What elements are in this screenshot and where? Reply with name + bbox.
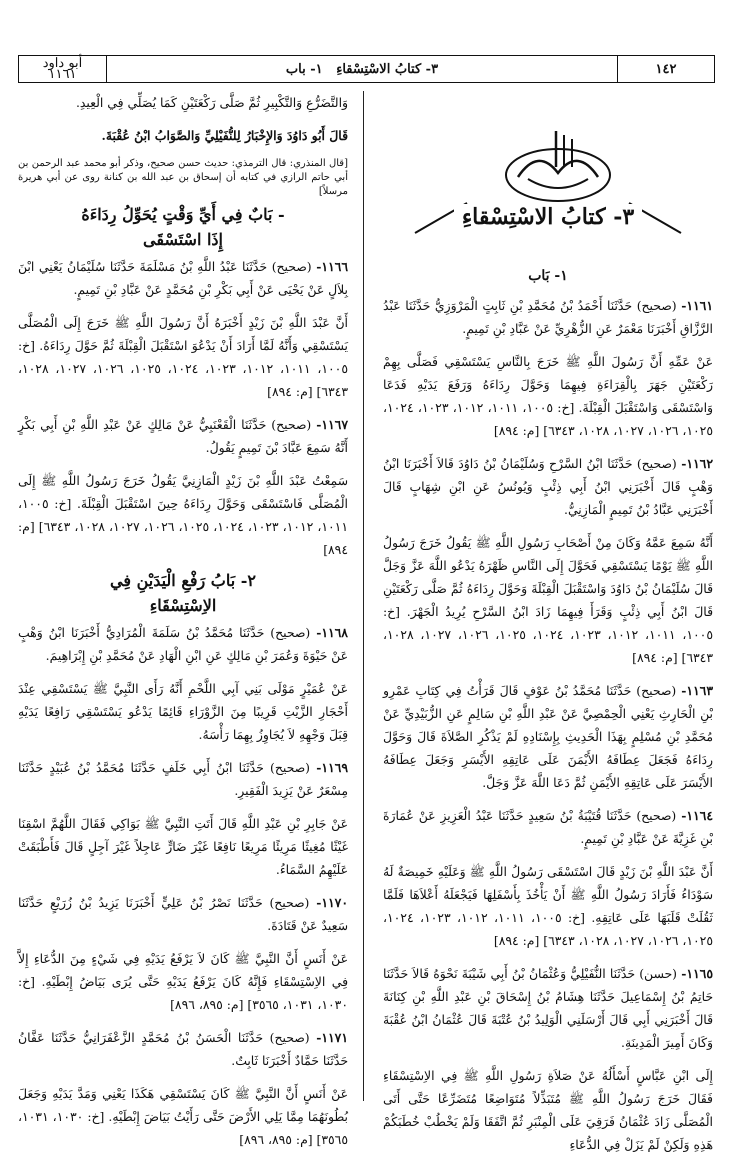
header-title-chapter: ١- باب <box>285 61 323 77</box>
book-title-banner <box>383 169 713 264</box>
hadith-text: حَدَّثَنَا عَبْدُ اللَّهِ بْنُ مَسْلَمَةَ حَدَّثَنَا سُلَيْمَانُ يَعْنِي ابْنَ بِلاَلٍ عَنْ يَحْيَى عَنْ أَبِي بَكْرِ بْنِ مُحَمَّدٍ عَنْ عَبَّادِ بْنِ تَمِيمٍ. <box>18 259 348 297</box>
hadith-text: حَدَّثَنَا أَحْمَدُ بْنُ مُحَمَّدِ بْنِ ثَابِتٍ الْمَرْوَزِيُّ حَدَّثَنَا عَبْدُ الرَّزَّاقِ أَخْبَرَنَا مَعْمَرٌ عَنِ الزُّهْرِيِّ عَنْ عَبَّادِ بْنِ تَمِيمٍ. <box>383 298 713 336</box>
hadith-1169-isnad <box>18 756 348 802</box>
mundhiri-note: [قال المنذري: قال الترمذي: حديث حسن صحيح، وذكر أبو محمد عبد الرحمن بن أبي حاتم الرازي في كتابه أن إسحاق بن عبد الله بن كنانة روى عن أبي هريرة مرسلاً] <box>18 158 348 197</box>
hadith-1167-isnad <box>18 413 348 459</box>
hadith-number: ١١٦٨- <box>316 625 348 640</box>
hadith-text: حَدَّثَنَا الْحَسَنُ بْنُ مُحَمَّدٍ الزَّعْفَرَانِيُّ حَدَّثَنَا عَفَّانُ حَدَّثَنَا حَمَّادٌ أَخْبَرَنَا ثَابِتٌ. <box>18 1030 348 1068</box>
hadith-text: حَدَّثَنَا النُّفَيْلِيُّ وَعُثْمَانُ بْنُ أَبِي شَيْبَةَ نَحْوَهُ قَالاَ حَدَّثَنَا حَاتِمُ بْنُ إِسْمَاعِيلَ حَدَّثَنَا هِشَامُ بْنُ إِسْحَاقَ بْنِ عَبْدِ اللَّهِ بْنِ كِنَانَةَ قَالَ أَخْبَرَنِي أَبِي قَالَ أَرْسَلَنِي الْوَلِيدُ بْنُ عُتْبَةَ قَالَ عُثْمَانُ ابْنُ عُقْبَةَ وَكَانَ أَمِيرَ الْمَدِينَةِ. <box>383 966 713 1050</box>
hadith-grade: (صحيح) <box>636 456 677 471</box>
bab2-heading-line-2: الاِسْتِسْقَاءِ <box>149 596 217 615</box>
hadith-1171-matn: عَنْ أَنَسٍ أَنَّ النَّبِيَّ ﷺ كَانَ يَسْتَسْقِي هَكَذَا يَعْنِي وَمَدَّ يَدَيْهِ وَجَعَلَ بُطُونَهُمَا مِمَّا يَلِي الأَرْضَ حَتَّى رَأَيْتُ بَيَاضَ إِبْطَيْهِ. [خ: ١٠٣٠، ١٠٣١، ٣٥٦٥] [م: ٨٩٥، ٨٩٦] <box>18 1086 348 1147</box>
hadith-number: ١١٦٢- <box>681 456 713 471</box>
hadith-number: ١١٧٠- <box>316 895 348 910</box>
hadith-1164-matn: أَنَّ عَبْدَ اللَّهِ بْنَ زَيْدٍ قَالَ اسْتَسْقَى رَسُولُ اللَّهِ ﷺ وَعَلَيْهِ خَمِيصَةٌ لَهُ سَوْدَاءُ فَأَرَادَ رَسُولُ اللَّهِ ﷺ أَنْ يَأْخُذَ بِأَسْفَلِهَا فَيَجْعَلَهُ أَعْلاَهَا فَلَمَّا ثَقُلَتْ قَلَبَهَا عَلَى عَاتِقِهِ. [خ: ١٠٠٥، ١٠١١، ١٠١٢، ١٠٢٣، ١٠٢٤، ١٠٢٥، ١٠٢٦، ١٠٢٧، ١٠٢٨، ٦٣٤٣] [م: ٨٩٤] <box>383 864 713 948</box>
right-column <box>383 91 713 1152</box>
page-number: ١٤٢ <box>655 61 677 77</box>
hadith-1164-isnad <box>383 804 713 850</box>
header-title-cell <box>107 56 618 82</box>
hadith-1165-isnad <box>383 962 713 1054</box>
hadith-number: ١١٧١- <box>316 1030 348 1045</box>
column-divider <box>363 91 364 1101</box>
hadith-grade: (صحيح) <box>271 417 312 432</box>
page-frame <box>18 55 713 1152</box>
book-title: ٣- كتابُ الاسْتِسْقاءِ <box>454 204 642 230</box>
hadith-grade: (صحيح) <box>269 895 310 910</box>
bab-heading-line-2: إِذَا اسْتَسْقَى <box>143 230 223 249</box>
hadith-grade: (صحيح) <box>270 760 310 775</box>
hadith-1170-matn: عَنْ أَنَسٍ أَنَّ النَّبِيَّ ﷺ كَانَ لاَ يَرْفَعُ يَدَيْهِ فِي شَيْءٍ مِنَ الدُّعَاءِ إِلاَّ فِي الاِسْتِسْقَاءِ فَإِنَّهُ كَانَ يَرْفَعُ يَدَيْهِ حَتَّى يُرَى بَيَاضُ إِبْطَيْهِ. [خ: ١٠٣٠، ١٠٣١، ٣٥٦٥] [م: ٨٩٥، ٨٩٦] <box>18 951 348 1012</box>
page-header <box>18 55 715 83</box>
hadith-1168-isnad <box>18 621 348 667</box>
hadith-1168-matn: عَنْ عُمَيْرٍ مَوْلَى بَنِي آبِي اللَّحْمِ أَنَّهُ رَأَى النَّبِيَّ ﷺ يَسْتَسْقِي عِنْدَ أَحْجَارِ الزَّيْتِ قَرِيبًا مِنَ الزَّوْرَاءِ قَائِمًا يَدْعُو يَسْتَسْقِي رَافِعًا يَدَيْهِ قِبَلَ وَجْهِهِ لاَ يُجَاوِزُ بِهِمَا رَأْسَهُ. <box>18 681 348 742</box>
hadith-grade: (حسن) <box>639 966 678 981</box>
hadith-1167-matn: سَمِعْتُ عَبْدَ اللَّهِ بْنَ زَيْدٍ الْمَازِنِيَّ يَقُولُ خَرَجَ رَسُولُ اللَّهِ ﷺ إِلَى الْمُصَلَّى فَاسْتَسْقَى وَحَوَّلَ رِدَاءَهُ حِينَ اسْتَقْبَلَ الْقِبْلَةَ. [خ: ١٠٠٥، ١٠١١، ١٠١٢، ١٠٢٣، ١٠٢٤، ١٠٢٥، ١٠٢٦، ١٠٢٧، ١٠٢٨، ٦٣٤٣] [م: ٨٩٤] <box>18 473 348 557</box>
hadith-text: حَدَّثَنَا مُحَمَّدُ بْنُ سَلَمَةَ الْمُرَادِيُّ أَخْبَرَنَا ابْنُ وَهْبٍ عَنْ حَيْوَةَ وَعُمَرَ بْنِ مَالِكٍ عَنِ ابْنِ الْهَادِ عَنْ مُحَمَّدِ بْنِ إِبْرَاهِيمَ. <box>18 625 348 663</box>
header-book-cell <box>19 56 107 82</box>
header-title-prefix: ٣- كتابُ الاسْتِسْقاءِ <box>336 61 439 77</box>
header-book-name: أبو داود <box>42 56 83 71</box>
hadith-text: حَدَّثَنَا ابْنُ السَّرْحِ وَسُلَيْمَانُ بْنُ دَاوُدَ قَالاَ أَخْبَرَنَا ابْنُ وَهْبٍ قَالَ أَخْبَرَنِي ابْنُ أَبِي ذِئْبٍ وَيُونُسُ عَنِ ابْنِ شِهَابٍ قَالَ أَخْبَرَنِي عَبَّادُ بْنُ تَمِيمٍ الْمَازِنِيُّ. <box>383 456 713 517</box>
hadith-1166-matn: أَنَّ عَبْدَ اللَّهِ بْنَ زَيْدٍ أَخْبَرَهُ أَنَّ رَسُولَ اللَّهِ ﷺ خَرَجَ إِلَى الْمُصَلَّى يَسْتَسْقِي وَأَنَّهُ لَمَّا أَرَادَ أَنْ يَدْعُوَ اسْتَقْبَلَ الْقِبْلَةَ ثُمَّ حَوَّلَ رِدَاءَهُ. [خ: ١٠٠٥، ١٠١١، ١٠١٢، ١٠٢٣، ١٠٢٤، ١٠٢٥، ١٠٢٦، ١٠٢٧، ١٠٢٨، ٦٣٤٣] [م: ٨٩٤] <box>18 315 348 399</box>
hadith-1161-isnad <box>383 294 713 340</box>
hadith-1161-matn: عَنْ عَمِّهِ أَنَّ رَسُولَ اللَّهِ ﷺ خَرَجَ بِالنَّاسِ يَسْتَسْقِي فَصَلَّى بِهِمْ رَكْعَتَيْنِ جَهَرَ بِالْقِرَاءَةِ فِيهِمَا وَحَوَّلَ رِدَاءَهُ وَرَفَعَ يَدَيْهِ فَدَعَا وَاسْتَسْقَى وَاسْتَقْبَلَ الْقِبْلَةَ. [خ: ١٠٠٥، ١٠١١، ١٠١٢، ١٠٢٣، ١٠٢٤، ١٠٢٥، ١٠٢٦، ١٠٢٧، ١٠٢٨، ٦٣٤٣] [م: ٨٩٤] <box>383 354 713 438</box>
hadith-grade: (صحيح) <box>269 1030 310 1045</box>
bab2-heading-line-1: ٢- بَابُ رَفْعِ الْيَدَيْنِ فِي <box>110 571 256 590</box>
hadith-number: ١١٦١- <box>681 298 713 313</box>
hadith-number: ١١٦٥- <box>681 966 713 981</box>
hadith-grade: (صحيح) <box>636 808 677 823</box>
hadith-text: حَدَّثَنَا قُتَيْبَةُ بْنُ سَعِيدٍ حَدَّثَنَا عَبْدُ الْعَزِيزِ عَنْ عُمَارَةَ بْنِ غَزِيَّةَ عَنْ عَبَّادِ بْنِ تَمِيمٍ. <box>383 808 713 846</box>
hadith-text: حَدَّثَنَا مُحَمَّدُ بْنُ عَوْفٍ قَالَ قَرَأْتُ فِي كِتَابِ عَمْرِو بْنِ الْحَارِثِ يَعْنِي الْحِمْصِيَّ عَنْ عَبْدِ اللَّهِ بْنِ سَالِمٍ عَنِ الزُّبَيْدِيِّ عَنْ مُحَمَّدِ بْنِ مُسْلِمٍ بِهَذَا الْحَدِيثِ بِإِسْنَادِهِ لَمْ يَذْكُرِ الصَّلاَةَ قَالَ وَحَوَّلَ رِدَاءَهُ فَجَعَلَ عِطَافَهُ الأَيْمَنَ عَلَى عَاتِقِهِ الأَيْسَرِ وَجَعَلَ عِطَافَهُ الأَيْسَرَ عَلَى عَاتِقِهِ الأَيْمَنِ ثُمَّ دَعَا اللَّهَ عَزَّ وَجَلَّ. <box>383 683 713 790</box>
hadith-grade: (صحيح) <box>636 683 677 698</box>
hadith-grade: (صحيح) <box>271 259 312 274</box>
hadith-number: ١١٦٧- <box>316 417 348 432</box>
hadith-number: ١١٦٤- <box>681 808 713 823</box>
hadith-text: حَدَّثَنَا ابْنُ أَبِي خَلَفٍ حَدَّثَنَا مُحَمَّدُ بْنُ عُبَيْدٍ حَدَّثَنَا مِسْعَرٌ عَنْ يَزِيدَ الْفَقِيرِ. <box>18 760 348 798</box>
bab-heading-line-1: - بَابٌ فِي أَيِّ وَقْتٍ يُحَوِّلُ رِدَاءَهُ <box>81 205 285 224</box>
hadith-number: ١١٦٩- <box>316 760 348 775</box>
hadith-1165-continuation: وَالتَّضَرُّعِ وَالتَّكْبِيرِ ثُمَّ صَلَّى رَكْعَتَيْنِ كَمَا يُصَلِّي فِي الْعِيدِ. <box>75 95 348 110</box>
hadith-1165-matn: إِلَى ابْنِ عَبَّاسٍ أَسْأَلُهُ عَنْ صَلاَةِ رَسُولِ اللَّهِ ﷺ فِي الاِسْتِسْقَاءِ فَقَالَ خَرَجَ رَسُولُ اللَّهِ ﷺ مُتَبَذِّلاً مُتَوَاضِعًا مُتَضَرِّعًا حَتَّى أَتَى الْمُصَلَّى زَادَ عُثْمَانُ فَرَقِيَ عَلَى الْمِنْبَرِ ثُمَّ اتَّفَقَا وَلَمْ يَخْطُبْ خُطَبَكُمْ هَذِهِ وَلَكِنْ لَمْ يَزَلْ فِي الدُّعَاءِ <box>383 1068 713 1152</box>
hadith-text: حَدَّثَنَا الْقَعْنَبِيُّ عَنْ مَالِكٍ عَنْ عَبْدِ اللَّهِ بْنِ أَبِي بَكْرٍ أَنَّهُ سَمِعَ عَبَّادَ بْنَ تَمِيمٍ يَقُولُ. <box>18 417 348 455</box>
abu-dawud-note: قَالَ أَبُو دَاوُدَ وَالإِخْبَارُ لِلنُّفَيْلِيِّ وَالصَّوَابُ ابْنُ عُقْبَةَ. <box>101 128 348 143</box>
hadith-1169-matn: عَنْ جَابِرِ بْنِ عَبْدِ اللَّهِ قَالَ أَتَتِ النَّبِيَّ ﷺ بَوَاكِي فَقَالَ اللَّهُمَّ اسْقِنَا غَيْثًا مُغِيثًا مَرِيئًا مَرِيعًا نَافِعًا غَيْرَ ضَارٍّ عَاجِلاً غَيْرَ آجِلٍ قَالَ فَأَطْبَقَتْ عَلَيْهِمُ السَّمَاءُ. <box>18 816 348 877</box>
chapter-heading: ١- بَاب <box>528 268 568 284</box>
hadith-1170-isnad <box>18 891 348 937</box>
header-hadith-range: ١١٦١ <box>48 67 77 82</box>
hadith-1163 <box>383 679 713 794</box>
hadith-1162-isnad <box>383 452 713 521</box>
hadith-1166-isnad <box>18 255 348 301</box>
hadith-grade: (صحيح) <box>636 298 677 313</box>
hadith-number: ١١٦٦- <box>316 259 348 274</box>
hadith-text: حَدَّثَنَا نَصْرُ بْنُ عَلِيٍّ أَخْبَرَنَا يَزِيدُ بْنُ زُرَيْعٍ حَدَّثَنَا سَعِيدٌ عَنْ قَتَادَةَ. <box>18 895 348 933</box>
hadith-grade: (صحيح) <box>270 625 311 640</box>
hadith-number: ١١٦٣- <box>681 683 713 698</box>
hadith-1162-matn: أَنَّهُ سَمِعَ عَمَّهُ وَكَانَ مِنْ أَصْحَابِ رَسُولِ اللَّهِ ﷺ يَقُولُ خَرَجَ رَسُولُ اللَّهِ ﷺ يَوْمًا يَسْتَسْقِي فَحَوَّلَ إِلَى النَّاسِ ظَهْرَهُ يَدْعُو اللَّهَ عَزَّ وَجَلَّ قَالَ سُلَيْمَانُ بْنُ دَاوُدَ وَاسْتَقْبَلَ الْقِبْلَةَ وَحَوَّلَ رِدَاءَهُ ثُمَّ صَلَّى رَكْعَتَيْنِ قَالَ ابْنُ أَبِي ذِئْبٍ وَقَرَأَ فِيهِمَا زَادَ ابْنُ السَّرْحِ يُرِيدُ الْجَهْرَ. [خ: ١٠٠٥، ١٠١١، ١٠١٢، ١٠٢٣، ١٠٢٤، ١٠٢٥، ١٠٢٦، ١٠٢٧، ١٠٢٨، ٦٣٤٣] [م: ٨٩٤] <box>383 535 713 665</box>
left-column <box>18 91 348 1147</box>
header-page-cell <box>618 56 714 82</box>
hadith-1171-isnad <box>18 1026 348 1072</box>
